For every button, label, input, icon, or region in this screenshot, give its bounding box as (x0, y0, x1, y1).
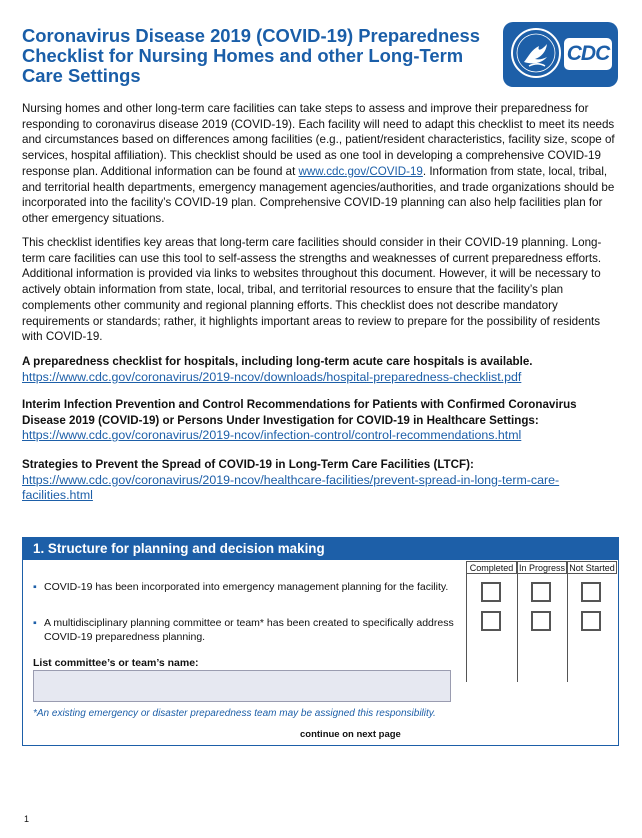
section-heading: 1. Structure for planning and decision making (33, 541, 325, 556)
title-line: Coronavirus Disease 2019 (COVID-19) Preparedness (22, 25, 480, 46)
reference-link[interactable]: https://www.cdc.gov/coronavirus/2019-ncov/healthcare-facilities/prevent-spread-in-long-term-care-facilities.html (22, 472, 560, 503)
checklist-item (33, 580, 459, 594)
bullet-icon: ▪ (33, 581, 37, 593)
column-header-in-progress: In Progress (518, 563, 566, 573)
column-divider (567, 574, 568, 682)
checklist-item (33, 616, 459, 644)
page-title (22, 26, 482, 86)
reference-heading: A preparedness checklist for hospitals, including long-term acute care hospitals is available. (22, 355, 533, 368)
committee-name-field[interactable] (33, 670, 451, 702)
column-divider (466, 574, 467, 682)
intro-paragraph-1: Nursing homes and other long-term care facilities can take steps to assess and improve their preparedness for responding to coronavirus disease 2019 (COVID-19). Each facility will need to adapt this checklist to meet its needs and circumstances based on differences among facilities (e.g., patient/resident characteristics, facility size, scope of services, hospital affiliation). This checklist should be used as one tool in developing a comprehensive COVID-19 response plan. Additional information can be found at www.cdc.gov/COVID-19. Information from state, local, tribal, and territorial health departments, emergency management agencies/authorities, and trade organizations should be incorporated into the facility’s COVID-19 plan. Comprehensive COVID-19 planning can also help facilities plan for other emergency situations. (22, 102, 615, 225)
committee-name-label: List committee’s or team’s name: (33, 657, 199, 669)
completed-checkbox[interactable] (481, 611, 501, 631)
reference-block (22, 397, 620, 444)
footnote: *An existing emergency or disaster preparedness team may be assigned this responsibility. (33, 708, 436, 719)
cdc-logo (503, 22, 618, 87)
section-header (23, 538, 618, 560)
reference-block (22, 354, 620, 385)
checklist-section (22, 537, 619, 746)
covid19-site-link[interactable]: www.cdc.gov/COVID-19 (298, 164, 423, 178)
not-started-checkbox[interactable] (581, 611, 601, 631)
in-progress-checkbox[interactable] (531, 611, 551, 631)
continue-notice: continue on next page (300, 729, 401, 740)
column-header-not-started: Not Started (567, 561, 617, 574)
reference-heading: Strategies to Prevent the Spread of COVID-19 in Long-Term Care Facilities (LTCF): (22, 458, 474, 471)
hhs-eagle-emblem-icon (509, 26, 563, 80)
in-progress-checkbox[interactable] (531, 582, 551, 602)
cdc-wordmark: CDC (564, 38, 612, 70)
column-divider (517, 574, 518, 682)
completed-checkbox[interactable] (481, 582, 501, 602)
intro-paragraph-2: This checklist identifies key areas that long-term care facilities should consider in their COVID-19 planning. Long-term care facilities can use this tool to self-assess the strengths and weaknesses of current preparedness efforts. Additional information is provided via links to websites throughout this document. However, it will be necessary to actively obtain information from state, local, tribal, and territorial resources to ensure that the facility’s plan complements other community and regional planning efforts. This checklist does not describe mandatory requirements or standards; rather, it highlights important areas to review to prepare for the possibility of residents with COVID-19. (22, 236, 602, 344)
title-line: Care Settings (22, 65, 141, 86)
column-header-completed: Completed (466, 561, 517, 574)
title-line: Checklist for Nursing Homes and other Long-Term (22, 45, 464, 66)
page-number: 1 (24, 814, 30, 824)
bullet-icon: ▪ (33, 617, 37, 629)
checklist-item-text: COVID-19 has been incorporated into emergency management planning for the facility. (44, 581, 449, 593)
reference-link[interactable]: https://www.cdc.gov/coronavirus/2019-ncov/infection-control/control-recommendations.html (22, 428, 522, 443)
reference-heading: Interim Infection Prevention and Control Recommendations for Patients with Confirmed Coronavirus Disease 2019 (COVID-19) or Persons Under Investigation for COVID-19 in Healthcare Settings: (22, 398, 577, 427)
not-started-checkbox[interactable] (581, 582, 601, 602)
reference-link[interactable]: https://www.cdc.gov/coronavirus/2019-ncov/downloads/hospital-preparedness-checklist.pdf (22, 369, 522, 384)
checklist-item-text: A multidisciplinary planning committee or team* has been created to specifically address COVID-19 preparedness planning. (44, 617, 454, 643)
reference-block (22, 457, 620, 504)
